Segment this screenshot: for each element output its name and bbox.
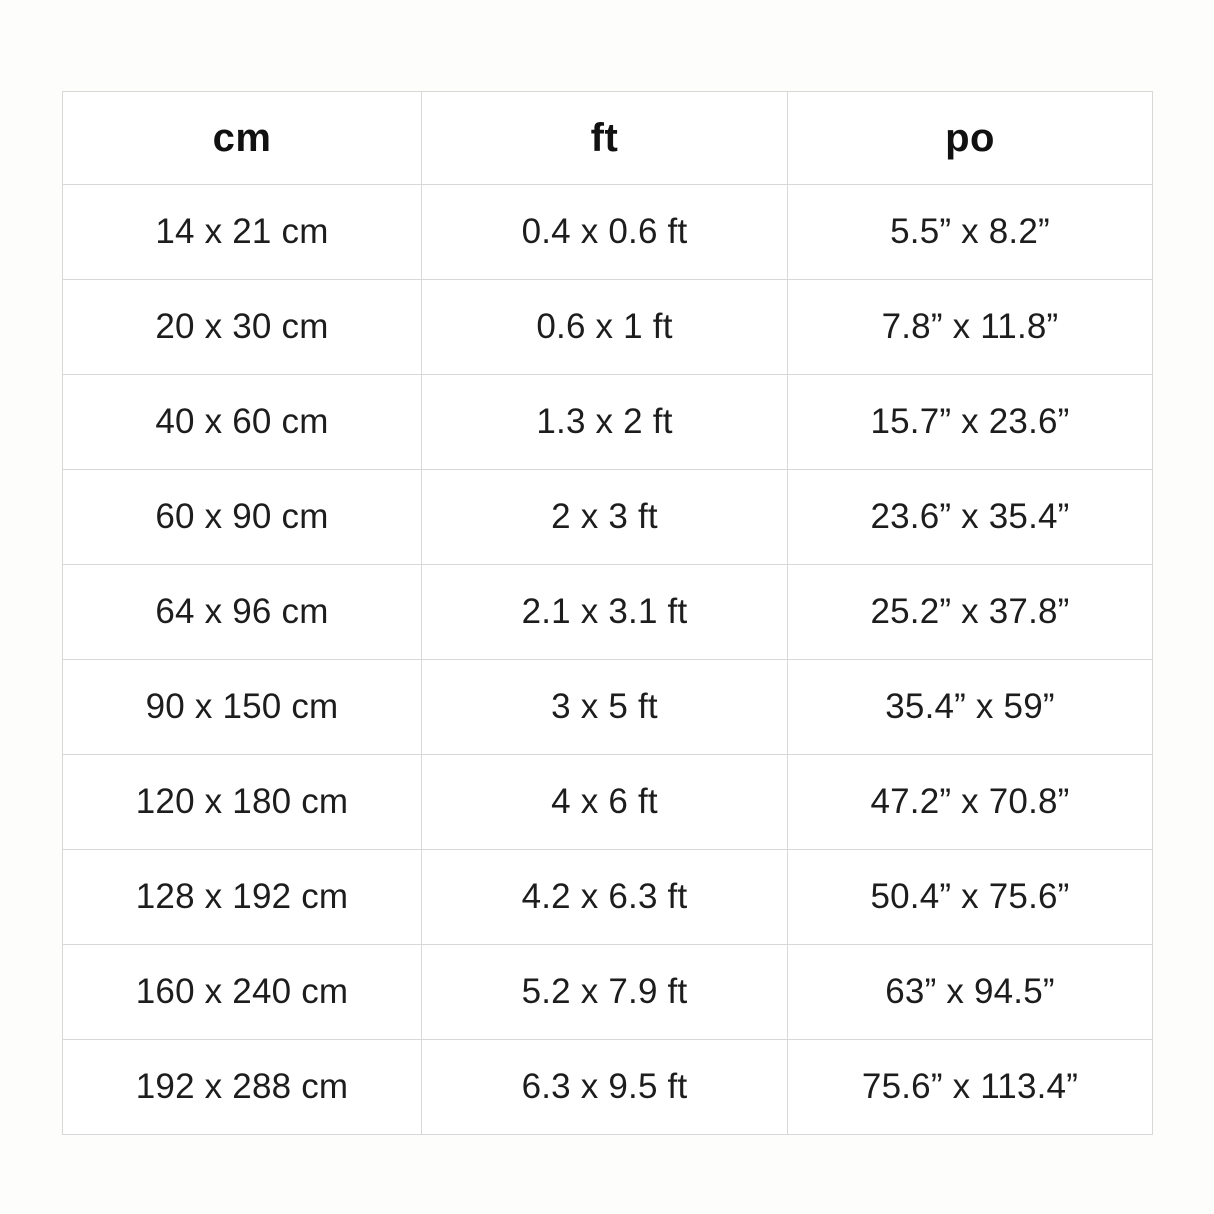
cell-cm: 192 x 288 cm — [63, 1040, 422, 1135]
table-row — [63, 660, 1153, 755]
cell-ft: 2 x 3 ft — [422, 470, 788, 565]
table-body — [63, 185, 1153, 1135]
cell-po: 23.6” x 35.4” — [788, 470, 1153, 565]
cell-cm: 60 x 90 cm — [63, 470, 422, 565]
cell-cm: 90 x 150 cm — [63, 660, 422, 755]
table-row — [63, 565, 1153, 660]
cell-ft: 6.3 x 9.5 ft — [422, 1040, 788, 1135]
table-row — [63, 185, 1153, 280]
cell-po: 75.6” x 113.4” — [788, 1040, 1153, 1135]
cell-ft: 0.6 x 1 ft — [422, 280, 788, 375]
cell-cm: 120 x 180 cm — [63, 755, 422, 850]
cell-po: 25.2” x 37.8” — [788, 565, 1153, 660]
cell-ft: 4.2 x 6.3 ft — [422, 850, 788, 945]
cell-po: 35.4” x 59” — [788, 660, 1153, 755]
table-row — [63, 280, 1153, 375]
column-header-po — [788, 92, 1153, 185]
table-row — [63, 945, 1153, 1040]
table-row — [63, 375, 1153, 470]
column-header-cm — [63, 92, 422, 185]
size-conversion-table-container — [62, 91, 1152, 1123]
cell-ft: 4 x 6 ft — [422, 755, 788, 850]
table-header — [63, 92, 1153, 185]
size-conversion-table — [62, 91, 1153, 1135]
cell-po: 15.7” x 23.6” — [788, 375, 1153, 470]
cell-po: 50.4” x 75.6” — [788, 850, 1153, 945]
cell-cm: 64 x 96 cm — [63, 565, 422, 660]
cell-po: 47.2” x 70.8” — [788, 755, 1153, 850]
cell-ft: 0.4 x 0.6 ft — [422, 185, 788, 280]
cell-cm: 14 x 21 cm — [63, 185, 422, 280]
cell-cm: 160 x 240 cm — [63, 945, 422, 1040]
cell-po: 5.5” x 8.2” — [788, 185, 1153, 280]
table-row — [63, 470, 1153, 565]
column-header-po-label: po — [945, 116, 995, 160]
column-header-cm-label: cm — [212, 116, 272, 160]
cell-ft: 3 x 5 ft — [422, 660, 788, 755]
table-row — [63, 755, 1153, 850]
table-row — [63, 1040, 1153, 1135]
table-header-row — [63, 92, 1153, 185]
column-header-ft-label: ft — [590, 116, 619, 160]
table-row — [63, 850, 1153, 945]
column-header-ft — [422, 92, 788, 185]
cell-ft: 2.1 x 3.1 ft — [422, 565, 788, 660]
cell-ft: 5.2 x 7.9 ft — [422, 945, 788, 1040]
cell-cm: 20 x 30 cm — [63, 280, 422, 375]
cell-po: 7.8” x 11.8” — [788, 280, 1153, 375]
cell-cm: 40 x 60 cm — [63, 375, 422, 470]
cell-cm: 128 x 192 cm — [63, 850, 422, 945]
cell-ft: 1.3 x 2 ft — [422, 375, 788, 470]
cell-po: 63” x 94.5” — [788, 945, 1153, 1040]
